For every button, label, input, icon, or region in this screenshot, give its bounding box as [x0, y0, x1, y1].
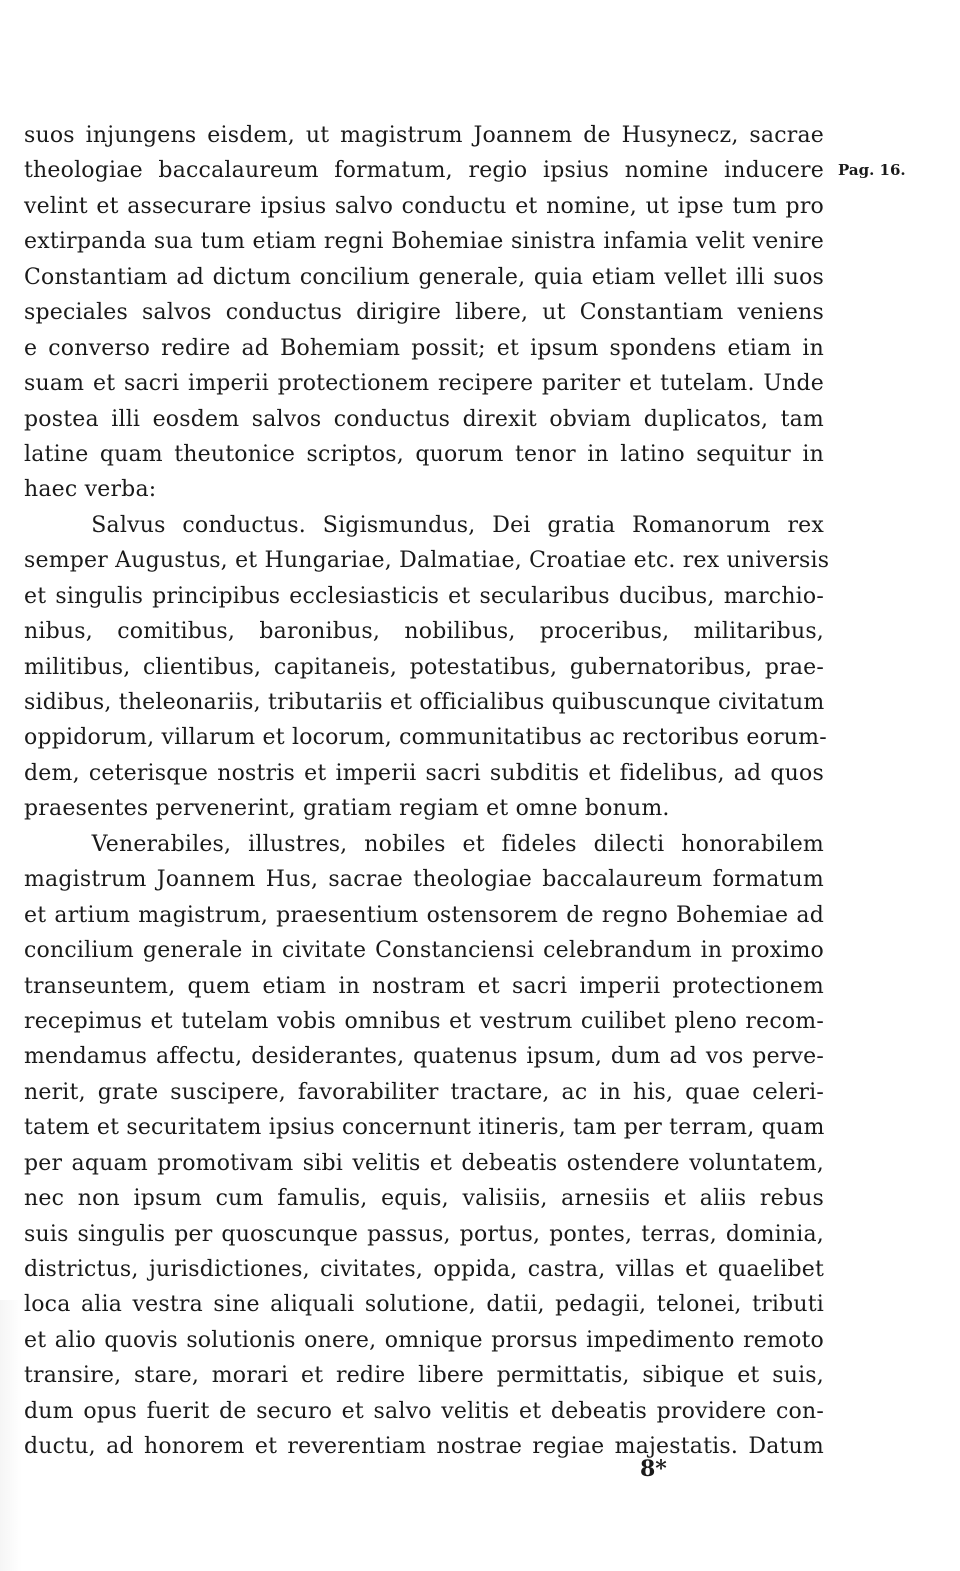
text-line: e converso redire ad Bohemiam possit; et ipsum spondens etiam in [24, 335, 824, 361]
text-line: et singulis principibus ecclesiasticis et secularibus ducibus, marchio- [24, 583, 824, 609]
text-line: Constantiam ad dictum concilium generale, quia etiam vellet illi suos [24, 264, 824, 290]
text-line: postea illi eosdem salvos conductus direxit obviam duplicatos, tam [24, 406, 824, 432]
margin-page-reference: Pag. 16. [838, 161, 906, 179]
text-line: theologiae baccalaureum formatum, regio ipsius nomine inducere [24, 158, 824, 184]
text-line: praesentes pervenerint, gratiam regiam et omne bonum. [24, 796, 670, 822]
text-line: dum opus fuerit de securo et salvo velitis et debeatis providere con- [24, 1398, 824, 1424]
text-line: velint et assecurare ipsius salvo conductu et nomine, ut ipse tum pro [24, 193, 824, 219]
text-line: speciales salvos conductus dirigire libere, ut Constantiam veniens [24, 300, 824, 326]
signature-mark: 8* [640, 1456, 667, 1482]
text-line: et artium magistrum, praesentium ostensorem de regno Bohemiae ad [24, 902, 824, 928]
text-line: transeuntem, quem etiam in nostram et sacri imperii protectionem [24, 973, 824, 999]
text-line: mendamus affectu, desiderantes, quatenus ipsum, dum ad vos perve- [24, 1044, 824, 1070]
text-line: haec verba: [24, 477, 157, 503]
text-line: nec non ipsum cum famulis, equis, valisiis, arnesiis et aliis rebus [24, 1186, 824, 1212]
text-line: suis singulis per quoscunque passus, portus, pontes, terras, dominia, [24, 1221, 824, 1247]
text-line: latine quam theutonice scriptos, quorum tenor in latino sequitur in [24, 441, 824, 467]
text-line: dem, ceterisque nostris et imperii sacri subditis et fidelibus, ad quos [24, 760, 824, 786]
text-line: per aquam promotivam sibi velitis et debeatis ostendere voluntatem, [24, 1150, 824, 1176]
text-line: districtus, jurisdictiones, civitates, oppida, castra, villas et quaelibet [24, 1257, 824, 1282]
text-line: militibus, clientibus, capitaneis, potestatibus, gubernatoribus, prae- [24, 654, 824, 680]
text-line: loca alia vestra sine aliquali solutione, datii, pedagii, telonei, tributi [24, 1292, 824, 1318]
body-text [24, 118, 830, 1465]
text-line: nibus, comitibus, baronibus, nobilibus, proceribus, militaribus, [24, 619, 824, 645]
text-line: Salvus conductus. Sigismundus, Dei gratia Romanorum rex [24, 512, 824, 538]
text-line: sidibus, theleonariis, tributariis et officialibus quibuscunque civitatum [24, 690, 825, 715]
text-line: transire, stare, morari et redire libere permittatis, sibique et suis, [24, 1363, 824, 1389]
text-line: concilium generale in civitate Constanciensi celebrandum in proximo [24, 938, 824, 964]
text-line: nerit, grate suscipere, favorabiliter tractare, ac in his, quae celeri- [24, 1079, 824, 1105]
text-line: suam et sacri imperii protectionem recipere pariter et tutelam. Unde [24, 371, 824, 397]
text-line: suos injungens eisdem, ut magistrum Joannem de Husynecz, sacrae [24, 123, 824, 148]
text-line: Venerabiles, illustres, nobiles et fideles dilecti honorabilem [24, 831, 824, 857]
text-line: oppidorum, villarum et locorum, communitatibus ac rectoribus eorum- [24, 725, 827, 751]
text-line: ductu, ad honorem et reverentiam nostrae regiae majestatis. Datum [24, 1434, 824, 1460]
text-line: recepimus et tutelam vobis omnibus et vestrum cuilibet pleno recom- [24, 1008, 824, 1034]
text-line: semper Augustus, et Hungariae, Dalmatiae, Croatiae etc. rex universis [24, 548, 830, 574]
text-line: et alio quovis solutionis onere, omnique prorsus impedimento remoto [24, 1327, 824, 1353]
text-line: extirpanda sua tum etiam regni Bohemiae sinistra infamia velit venire [24, 229, 824, 255]
text-line: magistrum Joannem Hus, sacrae theologiae baccalaureum formatum [24, 867, 824, 893]
page-edge-shadow [0, 1300, 22, 1571]
text-line: tatem et securitatem ipsius concernunt itineris, tam per terram, quam [24, 1115, 825, 1141]
